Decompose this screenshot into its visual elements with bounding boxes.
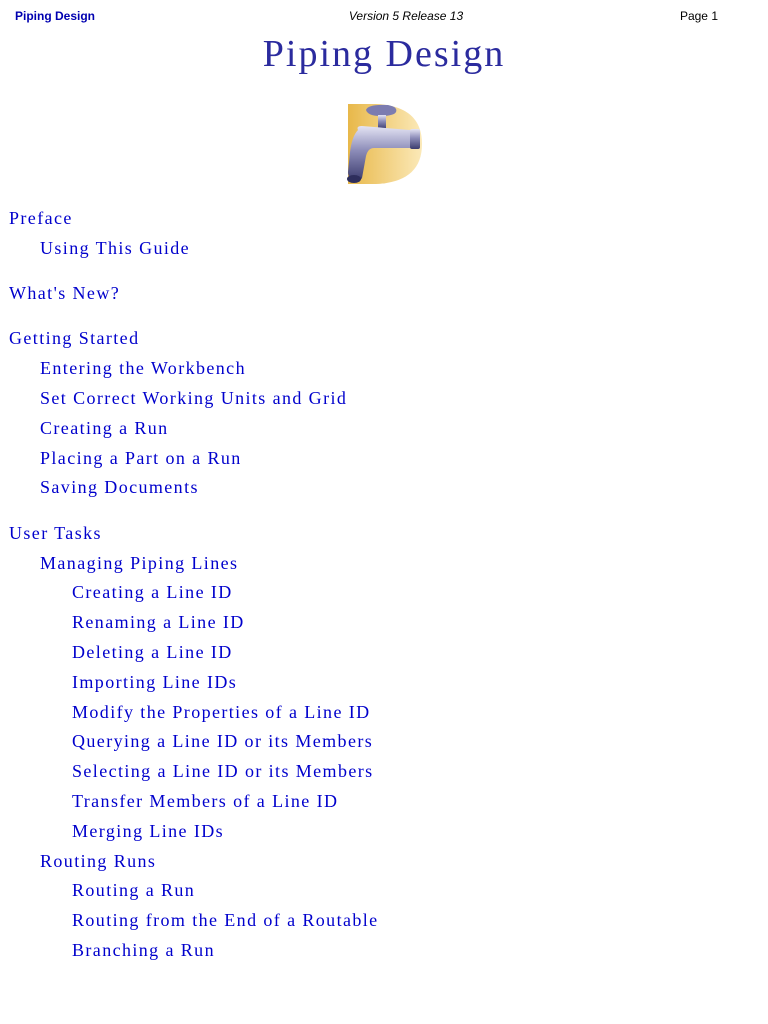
toc-link[interactable]: Merging Line IDs [72, 820, 225, 841]
toc-link[interactable]: Transfer Members of a Line ID [72, 790, 339, 811]
toc-link[interactable]: Routing from the End of a Routable [72, 910, 379, 931]
toc-link[interactable]: Placing a Part on a Run [40, 447, 242, 468]
toc-link[interactable]: Creating a Run [40, 417, 169, 438]
toc-link[interactable]: Set Correct Working Units and Grid [40, 388, 348, 408]
toc-link[interactable]: Entering the Workbench [40, 358, 246, 379]
toc-link[interactable]: Renaming a Line ID [72, 612, 245, 633]
toc-link[interactable]: Saving Documents [40, 477, 199, 498]
toc-link[interactable]: Importing Line IDs [72, 671, 238, 692]
toc-link[interactable]: User Tasks [9, 522, 102, 543]
toc-link[interactable]: Managing Piping Lines [40, 552, 239, 573]
toc-link[interactable]: Using This Guide [40, 237, 191, 258]
toc-link[interactable]: Branching a Run [72, 939, 215, 960]
header-version: Version 5 Release 13 [348, 9, 464, 23]
toc-link[interactable]: What's New? [9, 283, 121, 304]
toc-link[interactable]: Routing Runs [40, 850, 157, 871]
piping-faucet-logo [340, 100, 430, 186]
toc-link[interactable]: Getting Started [9, 328, 140, 349]
toc-link[interactable]: Deleting a Line ID [72, 641, 233, 662]
toc-link[interactable]: Querying a Line ID or its Members [72, 731, 374, 752]
toc-link[interactable]: Modify the Properties of a Line ID [72, 701, 371, 722]
toc-link[interactable]: Preface [9, 208, 73, 228]
toc-link[interactable]: Creating a Line ID [72, 582, 233, 603]
toc-link[interactable]: Selecting a Line ID or its Members [72, 761, 374, 782]
page-title: Piping Design [262, 33, 506, 75]
toc-link[interactable]: Routing a Run [72, 880, 196, 901]
header-page-number: Page 1 [679, 9, 718, 23]
header-doc-title: Piping Design [15, 9, 96, 23]
